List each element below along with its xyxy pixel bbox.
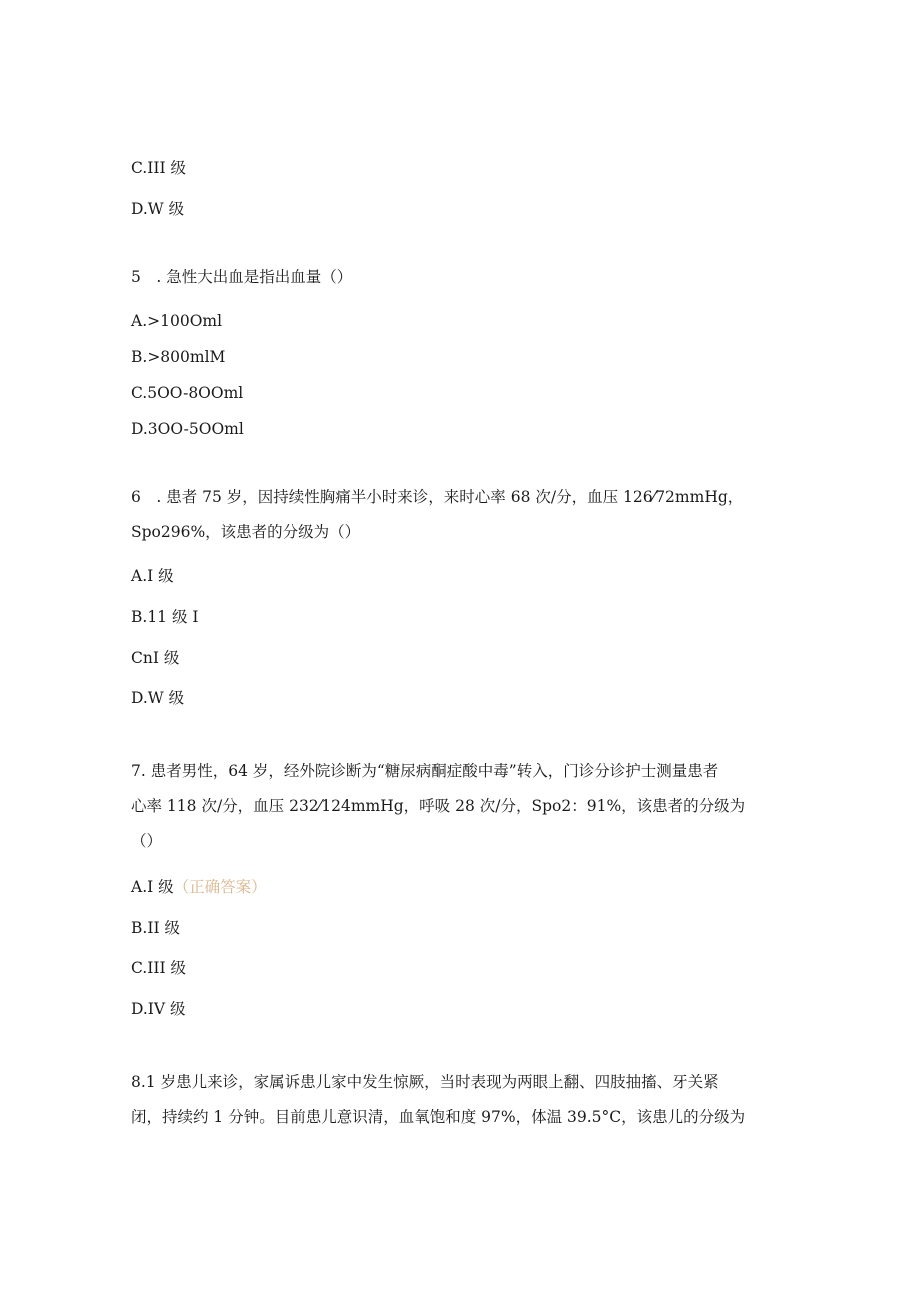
correct-answer-tag: （正确答案） bbox=[173, 878, 267, 896]
q7-option-a bbox=[131, 877, 267, 897]
q7-option-b: B.II 级 bbox=[131, 919, 180, 937]
q7-option-d: D.IV 级 bbox=[131, 1000, 186, 1018]
q7-stem-line1: 7. 患者男性，64 岁，经外院诊断为“糖尿病酮症酸中毒”转入，门诊分诊护士测量患者 bbox=[131, 762, 719, 780]
q4-option-d: D.W 级 bbox=[131, 200, 185, 218]
q4-option-c: C.III 级 bbox=[131, 159, 187, 177]
q6-option-d: D.W 级 bbox=[131, 689, 185, 707]
q8-stem-line2: 闭，持续约 1 分钟。目前患儿意识清，血氧饱和度 97%，体温 39.5°C，该患儿的分级为 bbox=[131, 1108, 746, 1126]
q5-option-d: D.3OO-5OOml bbox=[131, 420, 244, 438]
q6-option-a: A.I 级 bbox=[131, 567, 174, 585]
q7-option-c: C.III 级 bbox=[131, 959, 187, 977]
q7-stem-line3: （） bbox=[131, 832, 163, 850]
q7-option-a-text: A.I 级 bbox=[131, 878, 174, 896]
q7-stem-line2: 心率 118 次/分，血压 232⁄124mmHg，呼吸 28 次/分，Spo2：91%，该患者的分级为 bbox=[131, 797, 746, 815]
q8-stem-line1: 8.1 岁患儿来诊，家属诉患儿家中发生惊厥，当时表现为两眼上翻、四肢抽搐、牙关紧 bbox=[131, 1073, 719, 1091]
q5-stem: 5 . 急性大出血是指出血量（） bbox=[131, 268, 353, 286]
q5-option-c: C.5OO-8OOml bbox=[131, 384, 244, 402]
q6-option-c: CnI 级 bbox=[131, 649, 180, 667]
q6-stem-line2: Spo296%，该患者的分级为（） bbox=[131, 523, 361, 541]
q5-option-b: B.>800mlM bbox=[131, 348, 226, 366]
q6-option-b: B.11 级 I bbox=[131, 608, 199, 626]
q6-stem-line1: 6 . 患者 75 岁，因持续性胸痛半小时来诊，来时心率 68 次/分，血压 126⁄72mmHg， bbox=[131, 488, 744, 506]
q5-option-a: A.>100Oml bbox=[131, 312, 223, 330]
